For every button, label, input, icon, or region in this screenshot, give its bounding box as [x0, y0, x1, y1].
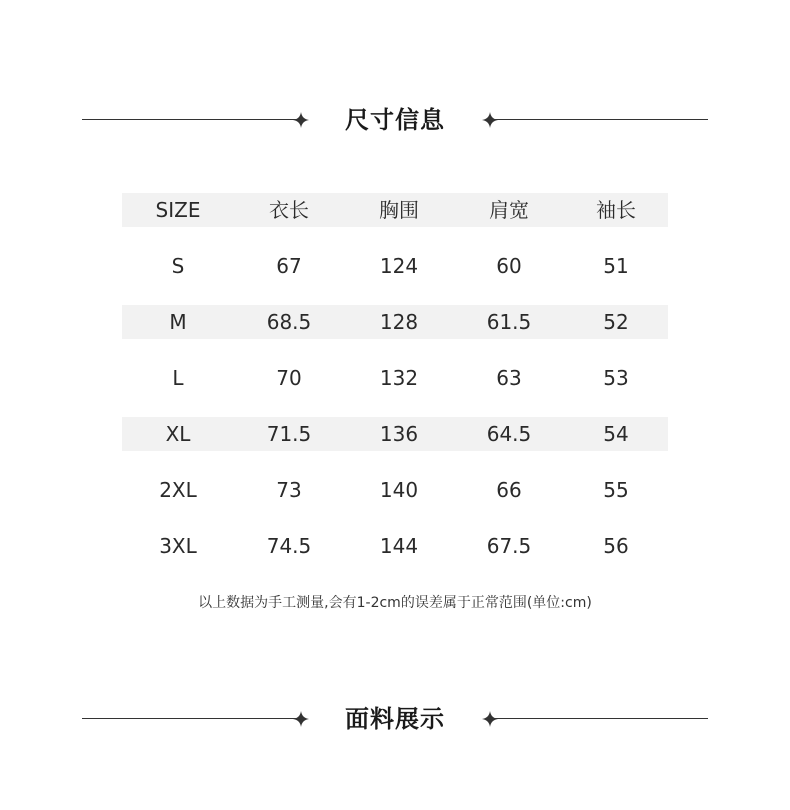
table-row	[122, 361, 668, 395]
header-cell-size: SIZE	[155, 198, 201, 222]
table-cell: 144	[379, 534, 419, 558]
table-cell: 53	[603, 366, 629, 390]
table-cell: 55	[603, 478, 629, 502]
table-cell: 66	[496, 478, 522, 502]
table-cell: 60	[496, 254, 522, 278]
table-cell: 64.5	[486, 422, 532, 446]
table-cell: M	[169, 310, 187, 334]
table-row	[122, 417, 668, 451]
table-row	[122, 305, 668, 339]
divider-line-left	[82, 718, 298, 719]
divider-line-right	[492, 718, 708, 719]
table-cell: 3XL	[159, 534, 197, 558]
sparkle-icon	[480, 709, 500, 729]
table-cell: L	[172, 366, 184, 390]
divider-line-right	[492, 119, 708, 120]
table-cell: S	[171, 254, 185, 278]
fabric-header	[0, 699, 790, 739]
table-cell: 61.5	[486, 310, 532, 334]
header-cell-shoulder: 肩宽	[489, 198, 529, 222]
header-cell-chest: 胸围	[379, 198, 419, 222]
table-cell: 56	[603, 534, 629, 558]
table-cell: 128	[379, 310, 419, 334]
sparkle-icon	[480, 110, 500, 130]
table-cell: 70	[276, 366, 302, 390]
header-cell-sleeve: 袖长	[596, 198, 636, 222]
table-cell: 132	[379, 366, 419, 390]
divider-line-left	[82, 119, 298, 120]
size-table	[122, 193, 668, 585]
table-header-row	[122, 193, 668, 227]
table-cell: 73	[276, 478, 302, 502]
table-cell: 68.5	[266, 310, 312, 334]
measurement-note: 以上数据为手工测量,会有1-2cm的误差属于正常范围(单位:cm)	[198, 595, 592, 611]
table-cell: XL	[165, 422, 191, 446]
table-row	[122, 473, 668, 507]
table-cell: 54	[603, 422, 629, 446]
table-cell: 52	[603, 310, 629, 334]
size-info-title: 尺寸信息	[345, 106, 445, 134]
table-cell: 51	[603, 254, 629, 278]
size-info-header	[0, 100, 790, 140]
table-cell: 74.5	[266, 534, 312, 558]
table-cell: 140	[379, 478, 419, 502]
table-cell: 71.5	[266, 422, 312, 446]
table-cell: 124	[379, 254, 419, 278]
table-cell: 67.5	[486, 534, 532, 558]
table-cell: 67	[276, 254, 302, 278]
table-cell: 2XL	[159, 478, 197, 502]
table-cell: 136	[379, 422, 419, 446]
table-row	[122, 249, 668, 283]
table-row	[122, 529, 668, 563]
header-cell-length: 衣长	[269, 198, 309, 222]
fabric-title: 面料展示	[345, 705, 445, 733]
table-cell: 63	[496, 366, 522, 390]
